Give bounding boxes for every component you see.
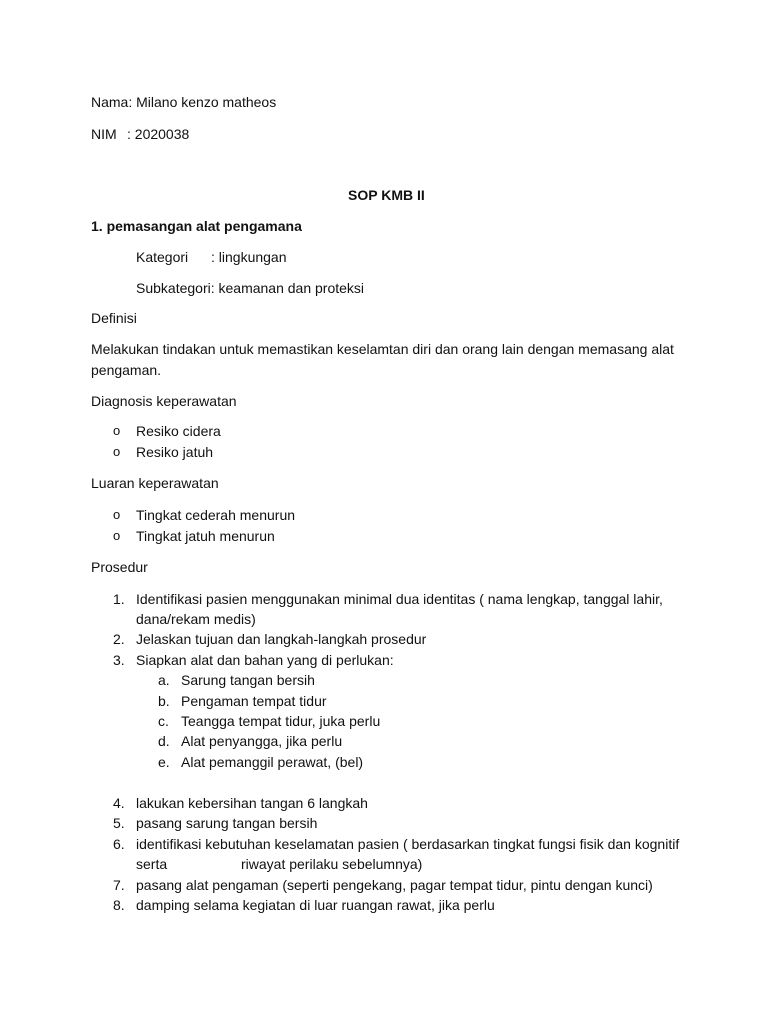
tool-letter: a. (158, 672, 170, 688)
tool-item: Sarung tangan bersih (181, 672, 315, 688)
subkategori: Subkategori: keamanan dan proteksi (136, 280, 365, 296)
tool-item: Pengaman tempat tidur (181, 693, 327, 709)
tool-item: Alat pemanggil perawat, (bel) (181, 754, 364, 770)
step-text: Identifikasi pasien menggunakan minimal dua identitas ( nama lengkap, tanggal lahir, (136, 591, 663, 607)
tool-item: Teangga tempat tidur, juka perlu (181, 713, 381, 729)
step-text: pasang alat pengaman (seperti pengekang, pagar tempat tidur, pintu dengan kunci) (136, 877, 653, 893)
step-text-cont: dana/rekam medis) (136, 611, 256, 627)
tool-letter: c. (158, 713, 169, 729)
step-number: 6. (113, 836, 125, 852)
bullet-icon: o (113, 444, 121, 459)
bullet-icon: o (113, 423, 121, 438)
step-text: Siapkan alat dan bahan yang di perlukan: (136, 652, 394, 668)
step-text: identifikasi kebutuhan keselamatan pasien ( berdasarkan tingkat fungsi fisik dan kognitif (136, 836, 680, 852)
bullet-icon: o (113, 507, 121, 522)
student-name: Nama: Milano kenzo matheos (91, 94, 277, 110)
step-number: 8. (113, 897, 125, 913)
definisi-text-line2: pengaman. (91, 362, 162, 378)
step-number: 2. (113, 631, 125, 647)
step-number: 1. (113, 591, 125, 607)
step-number: 4. (113, 795, 125, 811)
luaran-item: Tingkat jatuh menurun (136, 528, 275, 544)
tool-letter: e. (158, 754, 170, 770)
tool-letter: d. (158, 733, 170, 749)
nim-label: NIM (91, 126, 117, 142)
luaran-item: Tingkat cederah menurun (136, 507, 296, 523)
step-number: 5. (113, 815, 125, 831)
step-text: damping selama kegiatan di luar ruangan rawat, jika perlu (136, 897, 495, 913)
section-heading: 1. pemasangan alat pengamana (91, 218, 302, 234)
step-text-cont: riwayat perilaku sebelumnya) (241, 856, 423, 872)
step-text: Jelaskan tujuan dan langkah-langkah prosedur (136, 631, 427, 647)
prosedur-label: Prosedur (91, 559, 148, 575)
tool-letter: b. (158, 693, 170, 709)
step-number: 3. (113, 652, 125, 668)
diagnosis-label: Diagnosis keperawatan (91, 393, 237, 409)
step-text-cont: serta (136, 856, 168, 872)
diagnosis-item: Resiko cidera (136, 423, 221, 439)
kategori-value: : lingkungan (211, 249, 287, 265)
definisi-label: Definisi (91, 310, 137, 326)
diagnosis-item: Resiko jatuh (136, 444, 214, 460)
step-text: lakukan kebersihan tangan 6 langkah (136, 795, 368, 811)
tool-item: Alat penyangga, jika perlu (181, 733, 343, 749)
document-title: SOP KMB II (348, 187, 425, 203)
step-number: 7. (113, 877, 125, 893)
nim-value: : 2020038 (127, 126, 190, 142)
bullet-icon: o (113, 528, 121, 543)
luaran-label: Luaran keperawatan (91, 475, 219, 491)
definisi-text-line1: Melakukan tindakan untuk memastikan keselamtan diri dan orang lain dengan memasang alat (91, 341, 674, 357)
step-text: pasang sarung tangan bersih (136, 815, 318, 831)
kategori-label: Kategori (136, 249, 189, 265)
